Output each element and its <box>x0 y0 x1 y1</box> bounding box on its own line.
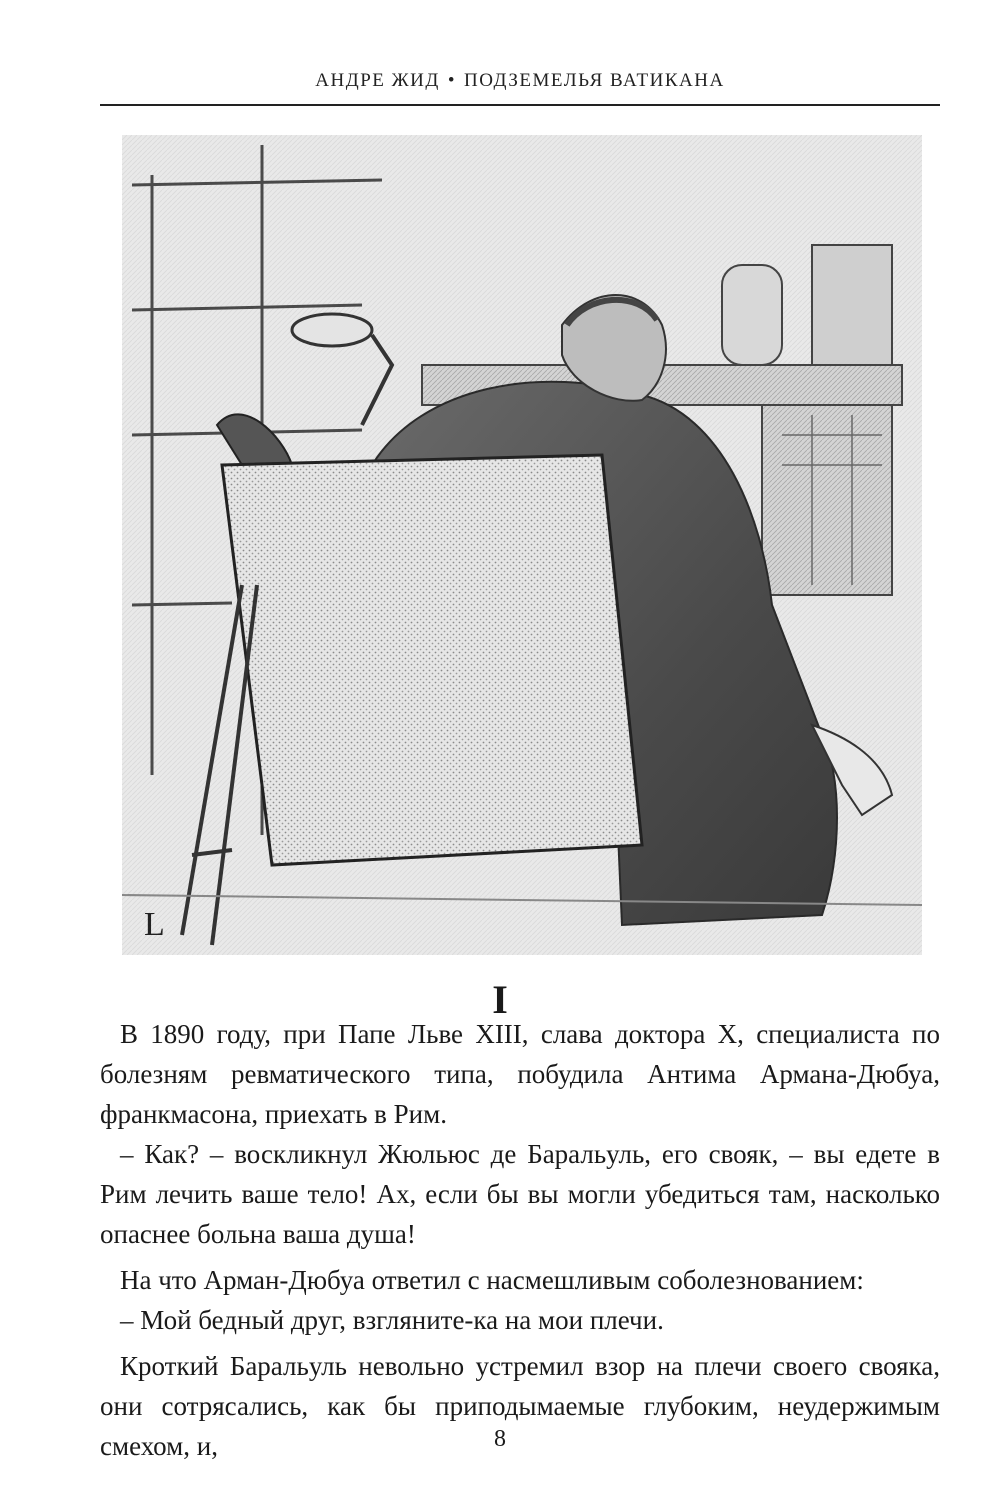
header-rule <box>100 104 940 106</box>
running-header <box>100 70 940 92</box>
illustrator-signature: L <box>144 906 165 943</box>
illustration <box>122 135 922 955</box>
body-text <box>100 1014 940 1466</box>
paragraph: В 1890 году, при Папе Льве XIII, слава доктора Х, специалиста по болезням ревматического типа, побудила Антима Армана-Дюбуа, франкмасона, приехать в Рим. <box>100 1019 940 1129</box>
header-author: АНДРЕ ЖИД <box>315 70 440 91</box>
page-number: 8 <box>494 1426 506 1452</box>
paragraph: Кроткий Баральуль невольно устремил взор на плечи своего свояка, они сотрясались, как бы приподымаемые глубоким, неудержимым смехом, и, <box>100 1351 940 1461</box>
header-separator: • <box>447 70 456 91</box>
chapter-number: I <box>492 977 508 1022</box>
paragraph: – Как? – воскликнул Жюльюс де Баральуль, его свояк, – вы едете в Рим лечить ваше тело! Ах, если бы вы могли убедиться там, насколько опаснее больна ваша душа! <box>100 1139 940 1249</box>
paragraph: – Мой бедный друг, взгляните-ка на мои плечи. <box>120 1305 664 1335</box>
paragraph: На что Арман-Дюбуа ответил с насмешливым соболезнованием: <box>120 1265 864 1295</box>
header-title: ПОДЗЕМЕЛЬЯ ВАТИКАНА <box>463 70 725 91</box>
